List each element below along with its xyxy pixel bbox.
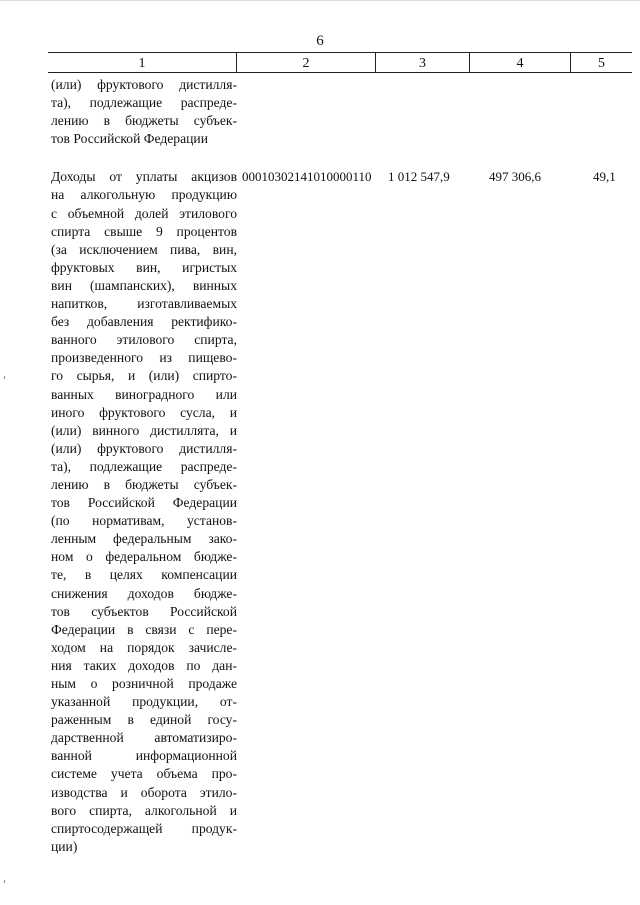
description-line: та), подлежащие распреде- (51, 458, 237, 474)
description-line: без добавления ректифико- (51, 314, 237, 330)
description-line: дарственной автоматизиро- (51, 730, 237, 746)
column-header-3: 3 (376, 52, 470, 73)
description-line: ходом на порядок зачисле- (51, 639, 237, 655)
description-line: произведенного из пищево- (51, 350, 237, 366)
description-line: ленным федеральным зако- (51, 531, 237, 547)
row-description (48, 168, 237, 856)
revenue-table (48, 52, 632, 856)
description-line: тов Российской Федерации (51, 495, 237, 511)
description-line: ванной информационной (51, 748, 237, 764)
column-header-1: 1 (48, 52, 237, 73)
description-line: го сырья, и (или) спирто- (51, 368, 237, 384)
table-row (48, 76, 632, 148)
page-number: 6 (316, 33, 324, 49)
description-line: те, в целях компенсации (51, 567, 237, 583)
description-line: изводства и оборота этило- (51, 784, 237, 800)
row-actual (470, 76, 571, 148)
row-actual: 497 306,6 (489, 169, 541, 185)
description-line: фруктовых вин, игристых (51, 259, 237, 275)
description-line: ции) (51, 838, 78, 854)
description-line: тов субъектов Российской (51, 603, 237, 619)
description-line: раженным в единой госу- (51, 712, 237, 728)
scan-artifact (4, 376, 5, 379)
row-percent: 49,1 (593, 169, 616, 185)
table-row (48, 168, 632, 856)
column-header-2: 2 (237, 52, 376, 73)
description-line: та), подлежащие распреде- (51, 95, 237, 111)
scan-artifact (4, 880, 5, 883)
description-line: ном о федеральном бюдже- (51, 549, 237, 565)
description-line: (или) фруктового дистилля- (51, 440, 237, 456)
row-code: 00010302141010000110 (242, 169, 372, 185)
description-line: Доходы от уплаты акцизов (51, 169, 237, 185)
row-code (237, 76, 376, 148)
table-header-row (48, 52, 632, 73)
description-line: ния таких доходов по дан- (51, 657, 237, 673)
description-line: вого спирта, алкогольной и (51, 802, 237, 818)
description-line: на алкогольную продукцию (51, 187, 237, 203)
description-line: напитков, изготавливаемых (51, 296, 237, 312)
row-planned (376, 76, 470, 148)
row-planned: 1 012 547,9 (388, 169, 450, 185)
description-line: ванного этилового спирта, (51, 332, 237, 348)
description-line: лению в бюджеты субъек- (51, 476, 237, 492)
description-line: Федерации в связи с пере- (51, 621, 237, 637)
description-line: (или) фруктового дистилля- (51, 77, 237, 92)
description-line: ным о розничной продаже (51, 676, 237, 691)
description-line: (по нормативам, установ- (51, 513, 237, 529)
description-line: (или) винного дистиллята, и (51, 422, 237, 438)
description-line: системе учета объема про- (51, 766, 237, 782)
column-header-5: 5 (571, 52, 632, 73)
description-line: ванных виноградного или (51, 386, 237, 402)
description-line: (за исключением пива, вин, (51, 241, 237, 257)
description-line: иного фруктового сусла, и (51, 404, 237, 420)
description-line: с объемной долей этилового (51, 205, 237, 221)
scan-top-edge (0, 0, 640, 1)
description-line: спиртосодержащей продук- (51, 820, 237, 836)
description-line: тов Российской Федерации (51, 131, 208, 147)
column-header-4: 4 (470, 52, 571, 73)
description-line: вин (шампанских), винных (51, 277, 237, 293)
description-line: спирта свыше 9 процентов (51, 223, 237, 239)
description-line: лению в бюджеты субъек- (51, 113, 237, 129)
description-line: указанной продукции, от- (51, 694, 237, 710)
row-description (48, 76, 237, 148)
row-percent (571, 76, 632, 148)
description-line: снижения доходов бюдже- (51, 585, 237, 601)
